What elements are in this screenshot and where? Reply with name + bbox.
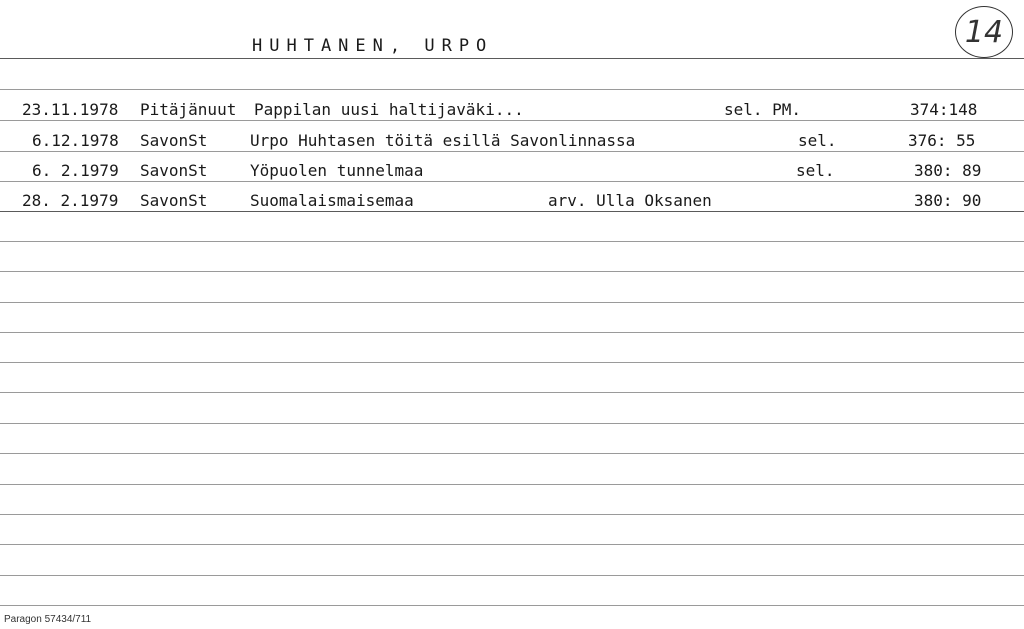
- ruled-line: [0, 181, 1024, 182]
- card-footer: Paragon 57434/711: [4, 614, 92, 625]
- entry-date: 6. 2.1979: [32, 161, 119, 180]
- entry-source: SavonSt: [140, 131, 208, 150]
- ruled-line: [0, 484, 1024, 485]
- entry-note: sel. PM.: [724, 100, 802, 119]
- entry-title: Pappilan uusi haltijaväki...: [254, 100, 524, 119]
- ruled-line: [0, 605, 1024, 606]
- ruled-line: [0, 241, 1024, 242]
- ruled-line: [0, 151, 1024, 152]
- ruled-line: [0, 423, 1024, 424]
- card-number: 14: [964, 14, 1004, 50]
- entry-ref: 374:148: [910, 100, 978, 119]
- entry-title: Yöpuolen tunnelmaa: [250, 161, 424, 180]
- ruled-line: [0, 302, 1024, 303]
- entry-note: sel.: [796, 161, 835, 180]
- entry-ref: 380: 89: [914, 161, 982, 180]
- entry-source: SavonSt: [140, 161, 208, 180]
- ruled-line: [0, 271, 1024, 272]
- entry-source: Pitäjänuut: [140, 100, 237, 119]
- ruled-line: [0, 453, 1024, 454]
- header-rule: [0, 58, 1024, 59]
- card-number-stamp: [955, 6, 1013, 58]
- entry-ref: 380: 90: [914, 191, 982, 210]
- entry-title: Suomalaismaisemaa: [250, 191, 414, 210]
- entry-date: 6.12.1978: [32, 131, 119, 150]
- ruled-line: [0, 89, 1024, 90]
- ruled-line: [0, 332, 1024, 333]
- entry-source: SavonSt: [140, 191, 208, 210]
- ruled-line: [0, 575, 1024, 576]
- ruled-line: [0, 120, 1024, 121]
- entry-date: 28. 2.1979: [22, 191, 119, 210]
- entry-title: Urpo Huhtasen töitä esillä Savonlinnassa: [250, 131, 636, 150]
- entry-note: arv. Ulla Oksanen: [548, 191, 712, 210]
- ruled-line: [0, 514, 1024, 515]
- ruled-line: [0, 362, 1024, 363]
- entry-ref: 376: 55: [908, 131, 976, 150]
- ruled-line: [0, 544, 1024, 545]
- entry-date: 23.11.1978: [22, 100, 119, 119]
- entry-note: sel.: [798, 131, 837, 150]
- ruled-line: [0, 392, 1024, 393]
- card-heading: HUHTANEN, URPO: [252, 36, 494, 56]
- ruled-line: [0, 211, 1024, 212]
